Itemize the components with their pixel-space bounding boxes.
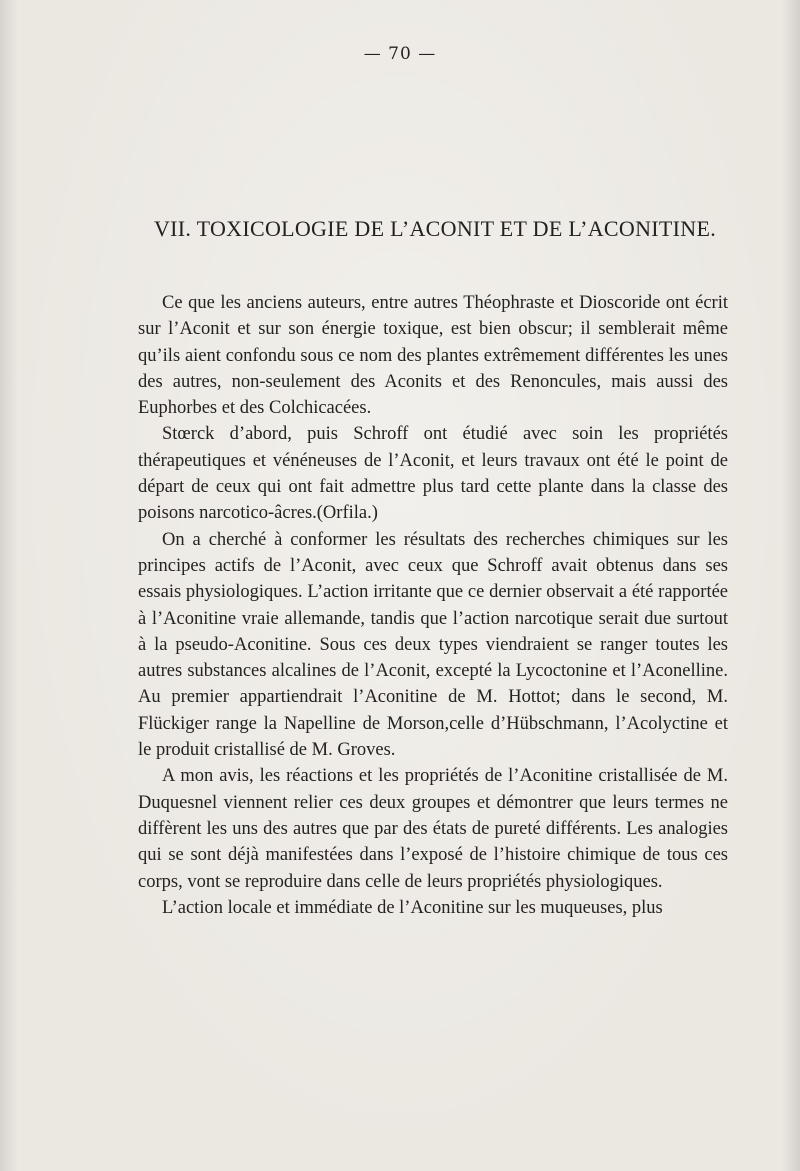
paragraph-4: A mon avis, les réactions et les propriétés de l’Aconitine cristallisée de M. Duquesnel viennent relier ces deux groupes et démontrer que leurs termes ne diffèrent les uns des autres que par des états de pureté différents. Les analogies qui se sont déjà manifestées dans l’exposé de l’histoire chimique de tous ces corps, vont se reproduire dans celle de leurs propriétés physiologiques.	[138, 766, 728, 892]
chapter-title: VII. TOXICOLOGIE DE L’ACONIT ET DE L’ACONITINE.	[153, 216, 716, 241]
paragraph-3: On a cherché à conformer les résultats des recherches chimiques sur les principes actifs de l’Aconit, avec ceux que Schroff avait obtenus dans ses essais physiologiques. L’action irritante que ce dernier observait a été rapportée à l’Aconitine vraie allemande, tandis que l’action narcotique serait due surtout à la pseudo-Aconitine. Sous ces deux types viendraient se ranger toutes les autres substances alcalines de l’Aconit, excepté la Lycoctonine et l’Aconelline. Au premier appartiendrait l’Aconitine de M. Hottot; dans le second, M. Flückiger range la Napelline de Morson,celle d’Hübschmann, l’Acolyctine et le produit cristallisé de M. Groves.	[138, 529, 728, 761]
paragraph-5: L’action locale et immédiate de l’Aconitine sur les muqueuses, plus	[162, 897, 663, 918]
left-edge-shadow	[0, 0, 18, 1171]
paragraph-1: Ce que les anciens auteurs, entre autres Théophraste et Dioscoride ont écrit sur l’Aconit et sur son énergie toxique, est bien obscur; il semblerait même qu’ils aient confondu sous ce nom des plantes extrêmement différentes les unes des autres, non-seulement des Aconits et des Renoncules, mais aussi des Euphorbes et des Colchicacées.	[138, 293, 728, 419]
body-text	[138, 290, 728, 921]
page-number: — 70 —	[363, 44, 437, 64]
paragraph-2: Stœrck d’abord, puis Schroff ont étudié avec soin les propriétés thérapeutiques et vénéneuses de l’Aconit, et leurs travaux ont été le point de départ de ceux qui ont fait admettre plus tard cette plante dans la classe des poisons narcotico-âcres.(Orfila.)	[138, 424, 728, 524]
right-edge-shadow	[782, 0, 800, 1171]
